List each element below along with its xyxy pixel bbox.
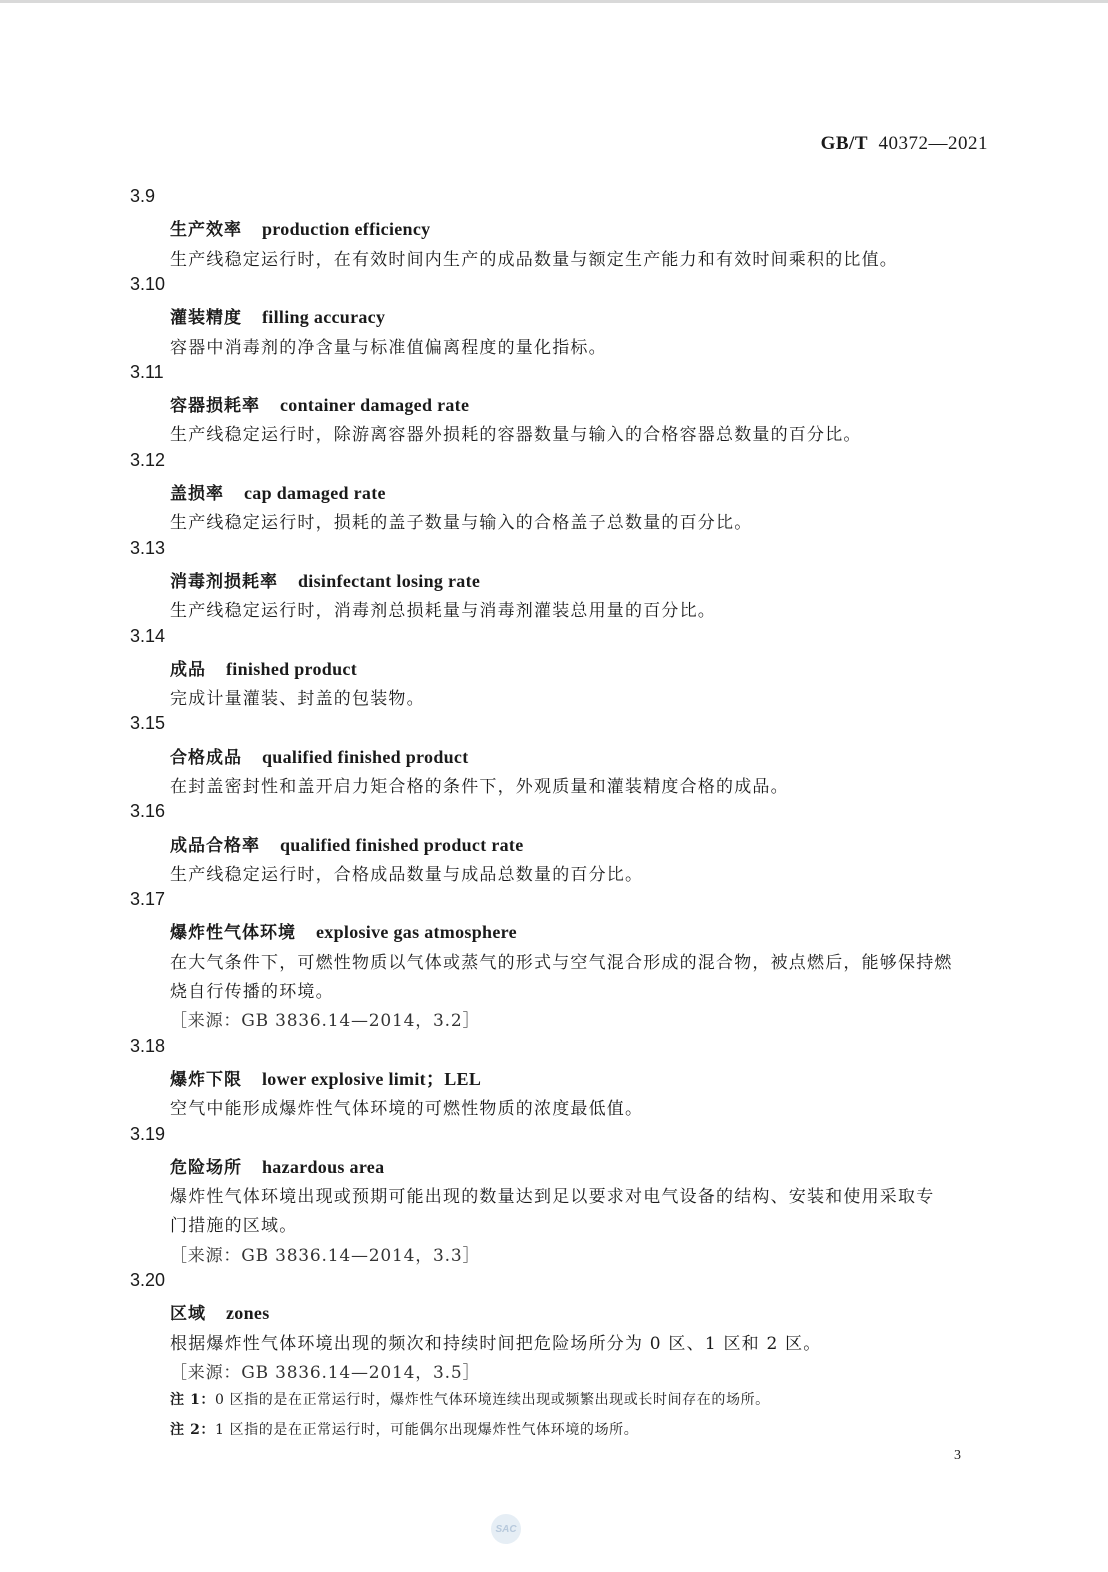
term-definition-line: 生产线稳定运行时，合格成品数量与成品总数量的百分比。 <box>170 865 644 885</box>
term-english: container damaged rate <box>280 395 470 415</box>
term-definition-line: 完成计量灌装、封盖的包装物。 <box>170 689 425 709</box>
term-title <box>170 303 385 328</box>
term-chinese: 爆炸下限 <box>170 1070 242 1090</box>
term-title <box>170 479 386 504</box>
term-source: ［来源：GB 3836.14—2014，3.2］ <box>170 1011 481 1031</box>
term-number: 3.9 <box>130 186 156 206</box>
term-english: production efficiency <box>262 219 431 239</box>
term-title <box>170 918 517 943</box>
term-english: disinfectant losing rate <box>298 571 481 591</box>
top-rule <box>0 0 1108 3</box>
sac-logo <box>491 1514 521 1544</box>
term-definition-line: 根据爆炸性气体环境出现的频次和持续时间把危险场所分为 0 区、1 区和 2 区。 <box>170 1334 822 1354</box>
term-definition-line: 门措施的区域。 <box>170 1216 298 1236</box>
term-title <box>170 655 357 680</box>
page-number: 3 <box>954 1448 961 1463</box>
term-definition-line: 生产线稳定运行时，除游离容器外损耗的容器数量与输入的合格容器总数量的百分比。 <box>170 425 862 445</box>
term-definition-line: 在大气条件下，可燃性物质以气体或蒸气的形式与空气混合形成的混合物，被点燃后，能够保持燃 <box>170 953 953 973</box>
standard-prefix: GB/T <box>820 133 868 154</box>
term-english: zones <box>226 1303 270 1323</box>
term-english: finished product <box>226 659 358 679</box>
term-english: qualified finished product <box>262 747 469 767</box>
term-note <box>170 1419 638 1439</box>
term-note <box>170 1389 770 1409</box>
term-definition-line: 容器中消毒剂的净含量与标准值偏离程度的量化指标。 <box>170 338 607 358</box>
term-chinese: 容器损耗率 <box>170 396 260 416</box>
term-chinese: 消毒剂损耗率 <box>170 572 278 592</box>
term-number: 3.14 <box>130 626 166 646</box>
note-text: 1 区指的是在正常运行时，可能偶尔出现爆炸性气体环境的场所。 <box>215 1422 639 1438</box>
standard-number: 40372—2021 <box>878 133 988 154</box>
term-number: 3.16 <box>130 801 166 821</box>
term-title <box>170 1153 384 1178</box>
term-title <box>170 215 430 240</box>
term-definition-line: 生产线稳定运行时，在有效时间内生产的成品数量与额定生产能力和有效时间乘积的比值。 <box>170 250 898 270</box>
term-english: lower explosive limit；LEL <box>262 1069 482 1089</box>
term-english: filling accuracy <box>262 307 386 327</box>
term-definition-line: 生产线稳定运行时，损耗的盖子数量与输入的合格盖子总数量的百分比。 <box>170 513 753 533</box>
term-title <box>170 567 480 592</box>
term-number: 3.20 <box>130 1270 166 1290</box>
logo-text: SAC <box>495 1523 517 1535</box>
term-title <box>170 831 524 856</box>
term-chinese: 盖损率 <box>170 484 224 504</box>
term-english: cap damaged rate <box>244 483 386 503</box>
term-chinese: 爆炸性气体环境 <box>170 923 296 943</box>
term-english: hazardous area <box>262 1157 385 1177</box>
term-number: 3.13 <box>130 538 166 558</box>
term-number: 3.15 <box>130 713 166 733</box>
term-chinese: 危险场所 <box>170 1158 242 1178</box>
term-chinese: 成品 <box>170 660 206 680</box>
term-title <box>170 1299 270 1324</box>
term-chinese: 区域 <box>170 1304 206 1324</box>
term-number: 3.12 <box>130 450 166 470</box>
term-title <box>170 743 469 768</box>
term-definition-line: 烧自行传播的环境。 <box>170 982 334 1002</box>
term-title <box>170 1065 481 1091</box>
term-definition-line: 在封盖密封性和盖开启力矩合格的条件下，外观质量和灌装精度合格的成品。 <box>170 777 789 797</box>
term-number: 3.10 <box>130 274 166 294</box>
term-english: explosive gas atmosphere <box>316 922 517 942</box>
term-definition-line: 生产线稳定运行时，消毒剂总损耗量与消毒剂灌装总用量的百分比。 <box>170 601 716 621</box>
term-definition-line: 爆炸性气体环境出现或预期可能出现的数量达到足以要求对电气设备的结构、安装和使用采取专 <box>170 1187 935 1207</box>
term-number: 3.18 <box>130 1036 166 1056</box>
note-text: 0 区指的是在正常运行时，爆炸性气体环境连续出现或频繁出现或长时间存在的场所。 <box>215 1392 770 1408</box>
term-title <box>170 391 469 416</box>
term-chinese: 生产效率 <box>170 220 242 240</box>
term-english: qualified finished product rate <box>280 835 524 855</box>
note-label: 注 2： <box>170 1422 216 1438</box>
term-source: ［来源：GB 3836.14—2014，3.3］ <box>170 1246 481 1266</box>
note-label: 注 1： <box>170 1392 216 1408</box>
term-number: 3.11 <box>130 362 164 382</box>
term-definition-line: 空气中能形成爆炸性气体环境的可燃性物质的浓度最低值。 <box>170 1099 644 1119</box>
term-chinese: 合格成品 <box>170 748 242 768</box>
standard-header <box>821 133 988 155</box>
term-source: ［来源：GB 3836.14—2014，3.5］ <box>170 1363 481 1383</box>
term-number: 3.17 <box>130 889 166 909</box>
term-chinese: 成品合格率 <box>170 836 260 856</box>
term-number: 3.19 <box>130 1124 166 1144</box>
term-chinese: 灌装精度 <box>170 308 242 328</box>
